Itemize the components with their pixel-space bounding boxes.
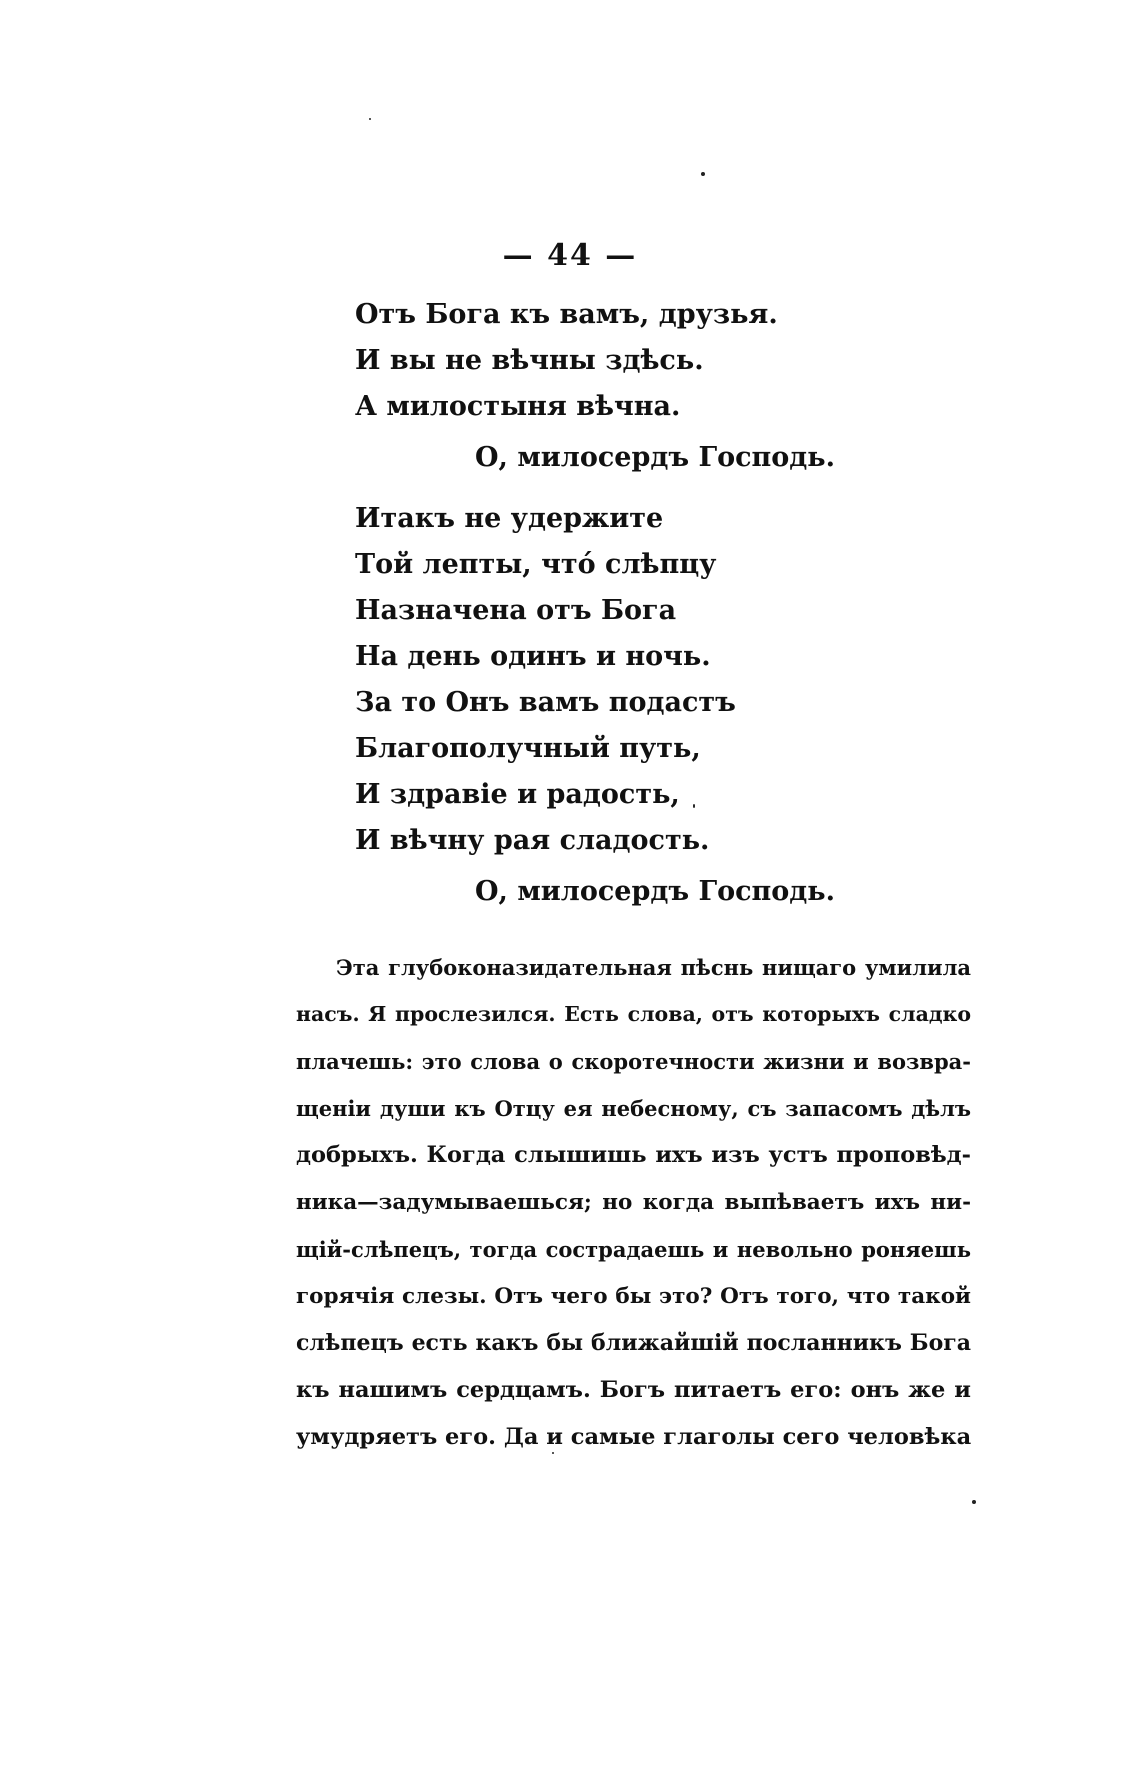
- poem-line: Итакъ не удержите: [355, 503, 664, 534]
- prose-line: слѣпецъ есть какъ бы ближайшій посланникъ Бога: [296, 1330, 971, 1356]
- prose-line: къ нашимъ сердцамъ. Богъ питаетъ его: онъ же и: [296, 1377, 971, 1403]
- poem-line: И вы не вѣчны здѣсь.: [355, 345, 704, 376]
- prose-line: щеніи души къ Отцу ея небесному, съ запасомъ дѣлъ: [296, 1096, 971, 1121]
- prose-line: добрыхъ. Когда слышишь ихъ изъ устъ проповѣд-: [296, 1142, 971, 1168]
- ink-speck: [972, 1500, 976, 1504]
- poem-line: За то Онъ вамъ подастъ: [355, 687, 736, 718]
- poem-line: На день одинъ и ночь.: [355, 641, 711, 672]
- poem-line: Отъ Бога къ вамъ, друзья.: [355, 299, 778, 330]
- prose-line: умудряетъ его. Да и самые глаголы сего человѣка: [296, 1424, 971, 1450]
- ink-speck: [693, 804, 695, 808]
- ink-speck: [369, 118, 371, 120]
- prose-line: горячія слезы. Отъ чего бы это? Отъ того, что такой: [296, 1284, 971, 1309]
- refrain-line: О, милосердъ Господь.: [475, 876, 836, 907]
- poem-line: Той лепты, что́ слѣпцу: [355, 549, 717, 580]
- poem-line: И здравіе и радость,: [355, 779, 680, 810]
- prose-line: насъ. Я прослезился. Есть слова, отъ которыхъ сладко: [296, 1002, 971, 1026]
- poem-line: Благополучный путь,: [355, 733, 701, 764]
- prose-line: плачешь: это слова о скоротечности жизни и возвра-: [296, 1049, 971, 1074]
- poem-line: А милостыня вѣчна.: [355, 391, 681, 422]
- page-number: — 44 —: [502, 238, 638, 273]
- prose-paragraph: [296, 944, 971, 1461]
- prose-line: ника—задумываешься; но когда выпѣваетъ ихъ ни-: [296, 1190, 971, 1215]
- ink-speck: [701, 172, 705, 176]
- refrain-line: О, милосердъ Господь.: [475, 442, 836, 473]
- prose-line: Эта глубоконазидательная пѣснь нищаго умилила: [336, 955, 971, 980]
- prose-line: щій-слѣпецъ, тогда сострадаешь и невольно роняешь: [296, 1237, 971, 1262]
- poem-line: Назначена отъ Бога: [355, 595, 677, 626]
- poem-line: И вѣчну рая сладость.: [355, 825, 710, 856]
